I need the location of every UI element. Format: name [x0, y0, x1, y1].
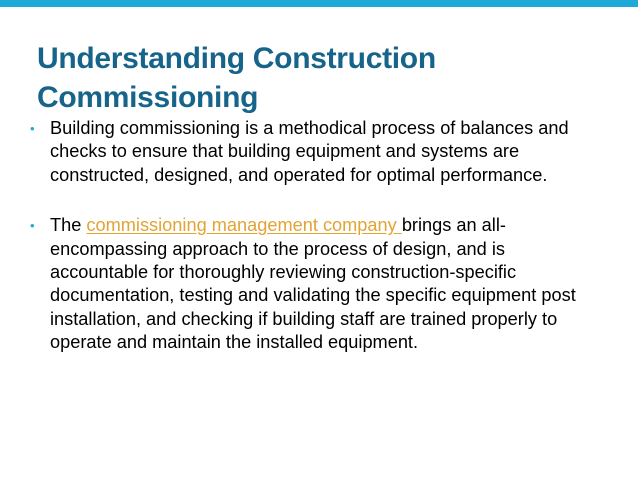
bullet-text: Building commissioning is a methodical process of balances and checks to ensure that building equipment and systems are constructed, designed, and operated for optimal performance. [50, 118, 569, 185]
bullet-text-prefix: The [50, 215, 87, 236]
bullet-item-1 [28, 117, 608, 187]
bullet-text-suffix: brings an all-encompassing approach to the process of design, and is accountable for thoroughly reviewing construction-specific documentation, testing and validating the specific equipment post installation, and checking if building staff are trained properly to operate and maintain the installed equipment. [50, 215, 576, 353]
bullet-marker-icon: • [30, 121, 35, 136]
bullet-item-2 [28, 214, 608, 354]
top-accent-bar [0, 0, 638, 7]
commissioning-management-company-link[interactable]: commissioning management company [86, 215, 402, 236]
slide-title: Understanding Construction Commissioning [37, 42, 436, 114]
bullet-marker-icon: • [30, 218, 35, 234]
bullet-list [28, 117, 608, 382]
